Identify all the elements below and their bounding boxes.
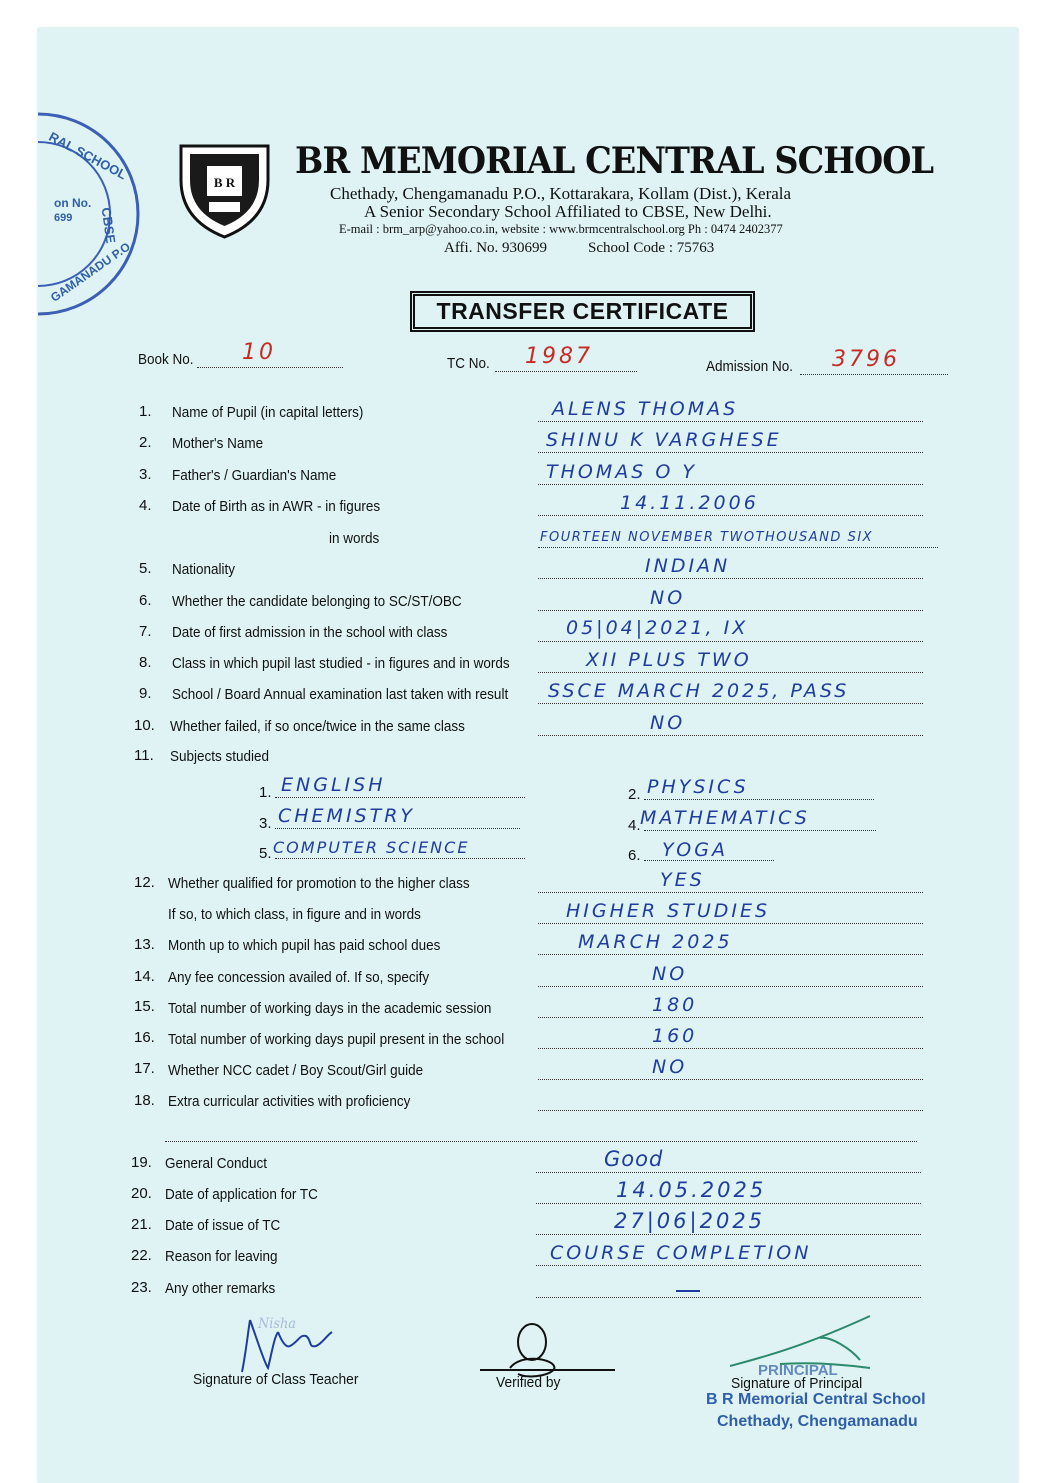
field-number: 4.	[139, 497, 152, 514]
field-number: 22.	[131, 1247, 152, 1264]
field-line	[538, 735, 923, 736]
subject-name: COMPUTER SCIENCE	[273, 838, 470, 857]
subject-line	[644, 830, 876, 831]
field-line	[538, 1079, 923, 1080]
field-line	[538, 578, 923, 579]
school-name: BR MEMORIAL CENTRAL SCHOOL	[295, 140, 934, 182]
field-label: School / Board Annual examination last taken with result	[172, 686, 509, 703]
field-line	[538, 986, 923, 987]
tc-no-line	[495, 371, 637, 372]
verified-by-label: Verified by	[496, 1374, 561, 1391]
field-number: 23.	[131, 1279, 152, 1296]
subject-line	[275, 828, 520, 829]
field-label: Nationality	[172, 561, 236, 578]
field-line	[538, 954, 923, 955]
field-number: 5.	[139, 560, 152, 577]
stamp-ring-bottom: GAMANADU P.O	[47, 239, 133, 305]
stamp-ring-top: RAL SCHOOL	[46, 128, 130, 183]
class-teacher-label: Signature of Class Teacher	[193, 1371, 359, 1388]
field-number: 8.	[139, 654, 152, 671]
field-label: Whether failed, if so once/twice in the same class	[170, 718, 465, 735]
field-label: Date of Birth as in AWR - in figures	[172, 498, 381, 515]
field-label: If so, to which class, in figure and in words	[168, 906, 421, 923]
field-value: NO	[652, 963, 688, 985]
remarks-dash	[676, 1290, 700, 1292]
class-teacher-signature-text: Nisha	[258, 1316, 296, 1332]
field-number: 7.	[139, 623, 152, 640]
subject-number: 3.	[259, 815, 272, 832]
field-line	[536, 1172, 921, 1173]
admission-no-value: 3796	[832, 347, 900, 372]
stamp-ring-right: CBSE	[98, 206, 119, 245]
field-value: 05|04|2021, IX	[566, 617, 749, 639]
subject-name: CHEMISTRY	[278, 805, 416, 827]
field-number: 19.	[131, 1154, 152, 1171]
field-value: 14.11.2006	[620, 492, 759, 514]
field-value: HIGHER STUDIES	[566, 900, 771, 922]
svg-text:B R: B R	[213, 175, 236, 190]
field-line	[538, 421, 923, 422]
field-label: Reason for leaving	[165, 1248, 278, 1265]
field-label: Father's / Guardian's Name	[172, 467, 337, 484]
field-line	[538, 547, 938, 548]
field-label: Whether the candidate belonging to SC/ST/OBC	[172, 593, 462, 610]
field-number: 14.	[134, 968, 155, 985]
field-number: 18.	[134, 1092, 155, 1109]
subject-line	[275, 858, 525, 859]
field-label: Month up to which pupil has paid school dues	[168, 937, 441, 954]
affiliation-number: Affi. No. 930699	[444, 240, 548, 256]
field-number: 11.	[134, 747, 154, 764]
field-value: THOMAS O Y	[546, 461, 697, 483]
field-line	[536, 1203, 921, 1204]
subject-name: ENGLISH	[281, 774, 386, 796]
subject-line	[275, 797, 525, 798]
field-value: 27|06|2025	[614, 1209, 766, 1233]
field-label: Total number of working days in the academic session	[168, 1000, 492, 1017]
admission-no-line	[800, 374, 948, 375]
book-no-label: Book No.	[138, 351, 194, 368]
field-value: MARCH 2025	[578, 931, 733, 953]
field-number: 9.	[139, 685, 152, 702]
field-value: COURSE COMPLETION	[550, 1242, 812, 1264]
field-value: INDIAN	[645, 555, 731, 577]
field-label: General Conduct	[165, 1155, 268, 1172]
tc-no-label: TC No.	[447, 355, 490, 372]
document-title: TRANSFER CERTIFICATE	[413, 294, 752, 329]
principal-stamp-school: B R Memorial Central School	[706, 1391, 926, 1408]
stamp-inner-b: 699	[54, 212, 73, 224]
field-label: Whether qualified for promotion to the higher class	[168, 875, 470, 892]
field-line	[538, 1048, 923, 1049]
field-label: Whether NCC cadet / Boy Scout/Girl guide	[168, 1062, 424, 1079]
field-label: Date of first admission in the school with class	[172, 624, 448, 641]
field-label: Date of issue of TC	[165, 1217, 281, 1234]
field-value: SSCE MARCH 2025, PASS	[548, 680, 850, 702]
field-label: Any other remarks	[165, 1280, 276, 1297]
field-value: YES	[660, 869, 705, 891]
field-value: 14.05.2025	[616, 1178, 767, 1202]
principal-label: Signature of Principal	[731, 1375, 863, 1392]
subject-name: PHYSICS	[647, 776, 749, 798]
subject-number: 5.	[259, 845, 272, 862]
field-line	[538, 892, 923, 893]
field-line	[538, 641, 923, 642]
field-label: in words	[329, 530, 380, 547]
field-line	[538, 452, 923, 453]
subject-name: YOGA	[662, 839, 728, 861]
subject-number: 4.	[628, 817, 641, 834]
field-value: NO	[652, 1056, 688, 1078]
admission-no-label: Admission No.	[706, 358, 794, 375]
field-value: NO	[650, 587, 686, 609]
school-affiliation: A Senior Secondary School Affiliated to CBSE, New Delhi.	[364, 202, 772, 221]
field-value: ALENS THOMAS	[552, 398, 739, 420]
field-label: Any fee concession availed of. If so, specify	[168, 969, 430, 986]
field-line	[538, 515, 923, 516]
field-label: Extra curricular activities with proficiency	[168, 1093, 411, 1110]
field-value: NO	[650, 712, 686, 734]
field-number: 15.	[134, 998, 155, 1015]
field-line	[538, 923, 923, 924]
field-line	[536, 1297, 921, 1298]
principal-stamp-title: PRINCIPAL	[758, 1362, 838, 1379]
principal-stamp-place: Chethady, Chengamanadu	[717, 1413, 918, 1430]
field-value: Good	[604, 1147, 664, 1171]
subject-number: 6.	[628, 847, 641, 864]
stamp-inner-a: on No.	[54, 196, 92, 210]
field-number: 20.	[131, 1185, 152, 1202]
field-label: Name of Pupil (in capital letters)	[172, 404, 364, 421]
field-value: 160	[652, 1025, 698, 1047]
field-value: 180	[652, 994, 698, 1016]
school-contact: E-mail : brm_arp@yahoo.co.in, website : www.brmcentralschool.org Ph : 0474 2402377	[339, 222, 783, 236]
field-label: Mother's Name	[172, 435, 264, 452]
field-number: 1.	[139, 403, 152, 420]
field-number: 13.	[134, 936, 155, 953]
subject-name: MATHEMATICS	[640, 807, 810, 829]
field-line	[538, 1017, 923, 1018]
field-line	[538, 1110, 923, 1111]
field-number: 6.	[139, 592, 152, 609]
school-code: School Code : 75763	[588, 240, 715, 256]
field-number: 2.	[139, 434, 152, 451]
field-line	[538, 703, 923, 704]
field-line	[536, 1265, 921, 1266]
subject-line	[644, 799, 874, 800]
field-line	[538, 484, 923, 485]
school-address: Chethady, Chengamanadu P.O., Kottarakara, Kollam (Dist.), Kerala	[330, 184, 792, 203]
school-logo-icon	[177, 140, 272, 240]
field-line	[538, 672, 923, 673]
field-value: XII PLUS TWO	[586, 649, 752, 671]
book-no-line	[197, 367, 343, 368]
field-number: 12.	[134, 874, 155, 891]
field-number: 16.	[134, 1029, 155, 1046]
field-line	[538, 610, 923, 611]
field-value: FOURTEEN NOVEMBER TWOTHOUSAND SIX	[540, 530, 874, 545]
field-value: SHINU K VARGHESE	[546, 429, 782, 451]
field-label: Subjects studied	[170, 748, 270, 765]
tc-no-value: 1987	[525, 344, 593, 369]
field-number: 21.	[131, 1216, 152, 1233]
field-number: 3.	[139, 466, 152, 483]
field-label: Total number of working days pupil present in the school	[168, 1031, 505, 1048]
subject-number: 1.	[259, 784, 272, 801]
book-no-value: 10	[242, 340, 276, 365]
field-number: 17.	[134, 1060, 155, 1077]
field-line-extra	[165, 1141, 917, 1142]
field-line	[536, 1234, 921, 1235]
field-label: Date of application for TC	[165, 1186, 318, 1203]
field-label: Class in which pupil last studied - in figures and in words	[172, 655, 510, 672]
field-number: 10.	[134, 717, 155, 734]
subject-number: 2.	[628, 786, 641, 803]
